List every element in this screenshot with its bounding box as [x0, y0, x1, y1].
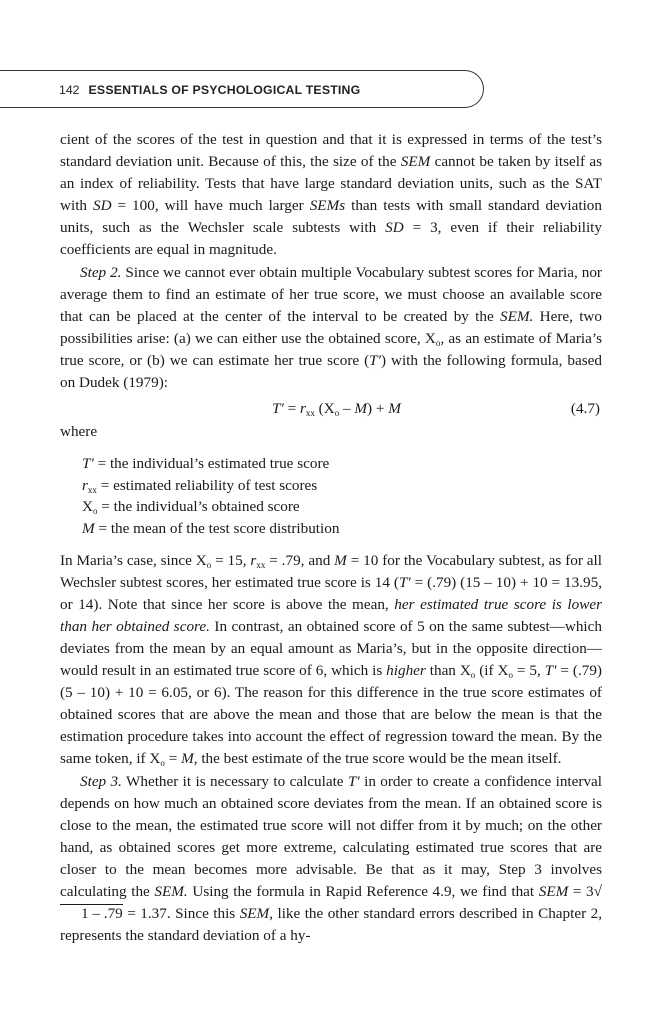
- radicand: 1 – .79: [60, 904, 123, 922]
- equation-formula: $T' = r_{xx}$ $(X_o - M) + M$: [272, 400, 401, 419]
- equation-number: (4.7): [570, 400, 600, 418]
- definition-item: $X_o$ = the individual’s obtained score: [82, 498, 300, 517]
- book-title: ESSENTIALS OF PSYCHOLOGICAL TESTING: [88, 83, 361, 97]
- step-2-label: Step 2.: [80, 263, 122, 281]
- paragraph-2: Step 2. Since we cannot ever obtain multiple Vocabulary subtest scores for Maria, nor average them to find an estimate of her true score, we must choose an available score that can be placed at the center of the interval to be created by the SEM. Here, two possibilities arise: (a) we can either use the obtained score, $X_o$, as an estimate of Maria’s true score, or (b) we can estimate her true score (T′) with the following formula, based on Dudek (1979):: [60, 263, 603, 392]
- definition-item: T′ = the individual’s estimated true score: [82, 455, 330, 473]
- page-body: [60, 129, 602, 947]
- emphasis-text: her estimated true score is lower than her obtained score.: [60, 595, 602, 635]
- step-3-label: Step 3.: [80, 772, 122, 790]
- definition-item: $r_{xx}$ = estimated reliability of test scores: [82, 476, 318, 495]
- paragraph-1: cient of the scores of the test in question and that it is expressed in terms of the test’s standard deviation unit. Because of this, the size of the SEM cannot be taken by itself as an index of reliability. Tests that have large standard deviation units, such as the SAT with SD = 100, will have much larger SEMs than tests with small standard deviation units, such as the Wechsler scale subtests with SD = 3, even if their reliability coefficients are equal in magnitude.: [60, 131, 602, 259]
- running-header: [59, 83, 360, 97]
- definition-list: [60, 453, 602, 539]
- emphasis-text: higher: [386, 662, 426, 680]
- radical-sign: √: [593, 883, 602, 900]
- where-label: where: [60, 423, 98, 441]
- page-number: 142: [59, 83, 80, 97]
- paragraph-4: Step 3. Whether it is necessary to calculate T′ in order to create a confidence interval depends on how much an obtained score deviates from the mean. If an obtained score is close to the mean, the estimated true score will not differ from it by much; on the other hand, as obtained scores get more extreme, calculating estimated true scores that are closer to the mean becomes more advisable. Be that as it may, Step 3 involves calculating the SEM. Using the formula in Rapid Reference 4.9, we find that SEM = 3√1 – .79 = 1.37. Since this SEM, like the other standard errors described in Chapter 2, represents the standard deviation of a hy-: [60, 772, 602, 945]
- equation-4-7: [60, 398, 602, 421]
- paragraph-3: In Maria’s case, since $X_o = 15$, $r_{xx} = .79$, and M = 10 for the Vocabulary subtest, as for all Wechsler subtest scores, her estimated true score is 14 (T′ = (.79) (15 – 10) + 10 = 13.95, or 14). Note that since her score is above the mean, her estimated true score is lower than her obtained score. In contrast, an obtained score of 5 on the same subtest—which deviates from the mean by an equal amount as Maria’s, but in the opposite direction—would result in an estimated true score of 6, which is higher than $X_o$ (if $X_o = 5$, T′ = (.79) (5 – 10) + 10 = 6.05, or 6). The reason for this difference in the true score estimates of obtained scores that are above the mean and those that are below the mean is that the estimation procedure takes into account the effect of regression toward the mean. By the same token, if $X_o = M$, the best estimate of the true score would be the mean itself.: [60, 551, 602, 769]
- definition-item: M = the mean of the test score distribution: [82, 520, 340, 537]
